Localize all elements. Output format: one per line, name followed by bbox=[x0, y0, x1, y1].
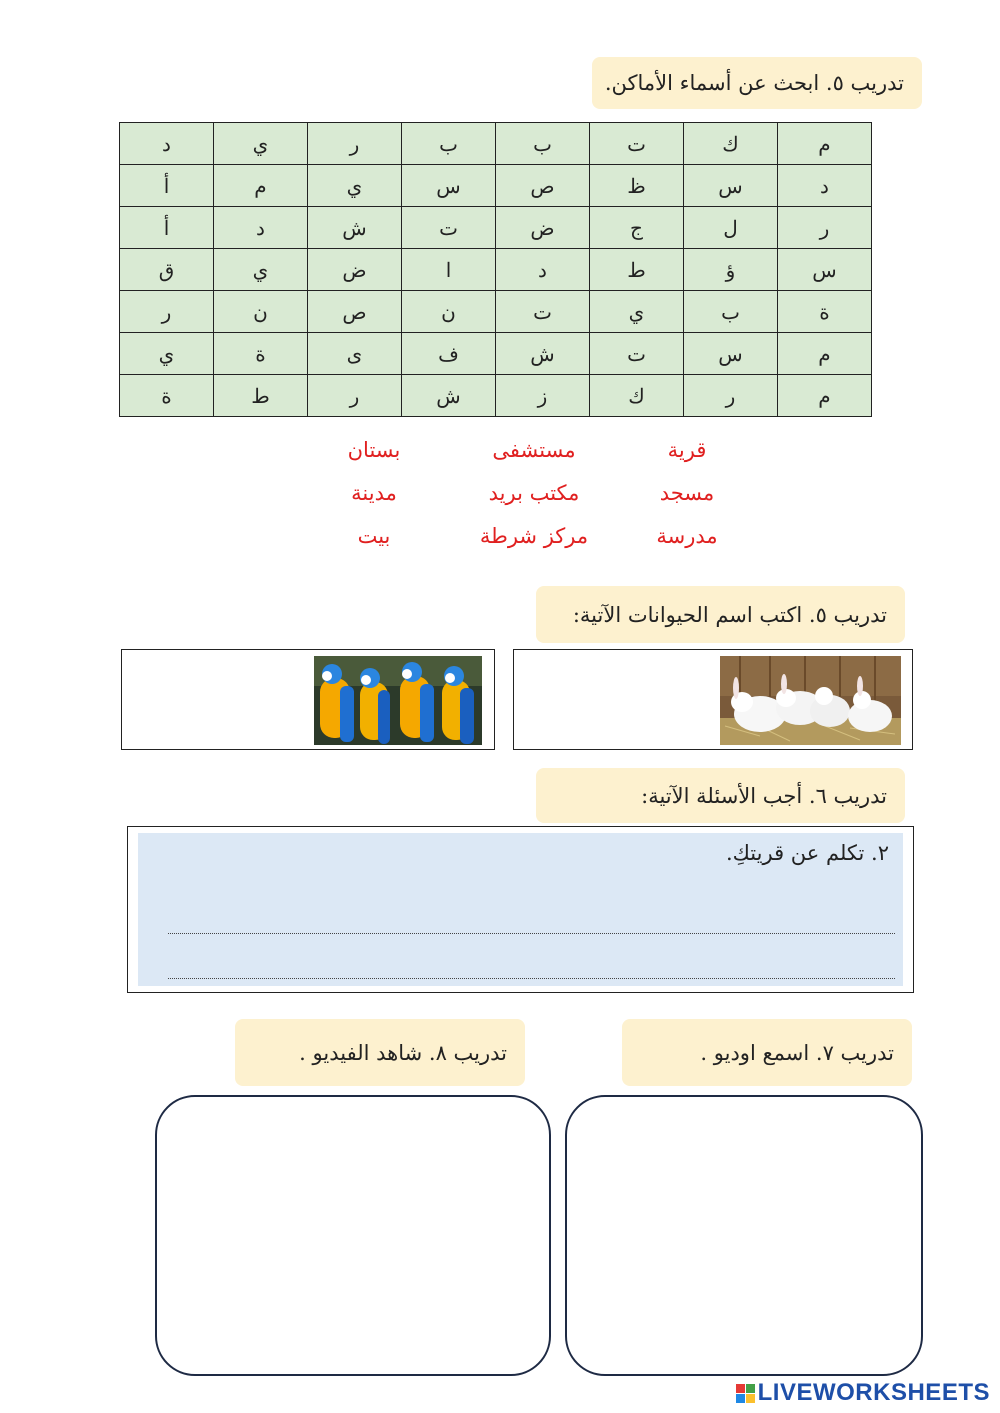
grid-cell[interactable]: ي bbox=[590, 291, 684, 333]
grid-cell[interactable]: ر bbox=[120, 291, 214, 333]
grid-cell[interactable]: د bbox=[496, 249, 590, 291]
grid-cell[interactable]: ض bbox=[308, 249, 402, 291]
grid-row bbox=[120, 165, 872, 207]
grid-cell[interactable]: ت bbox=[402, 207, 496, 249]
rabbits-image bbox=[720, 656, 901, 745]
grid-cell[interactable]: م bbox=[214, 165, 308, 207]
grid-cell[interactable]: ت bbox=[496, 291, 590, 333]
grid-cell[interactable]: ك bbox=[590, 375, 684, 417]
answer-line[interactable] bbox=[168, 978, 895, 979]
grid-row bbox=[120, 123, 872, 165]
grid-cell[interactable]: ش bbox=[496, 333, 590, 375]
answer-line[interactable] bbox=[168, 933, 895, 934]
word-item: مركز شرطة bbox=[479, 524, 589, 548]
grid-cell[interactable]: د bbox=[214, 207, 308, 249]
grid-cell[interactable]: ش bbox=[308, 207, 402, 249]
liveworksheets-icon bbox=[736, 1384, 755, 1403]
grid-cell[interactable]: أ bbox=[120, 207, 214, 249]
grid-cell[interactable]: م bbox=[778, 123, 872, 165]
word-search-grid bbox=[119, 122, 872, 417]
brand-name: LIVEWORKSHEETS bbox=[757, 1379, 990, 1406]
exercise-places-title: تدريب ٥. ابحث عن أسماء الأماكن. bbox=[604, 71, 904, 95]
exercise-animals-title-box bbox=[536, 586, 905, 643]
word-item: قرية bbox=[667, 438, 707, 462]
question-text: ٢. تكلم عن قريتكِ. bbox=[725, 841, 889, 865]
grid-cell[interactable]: ي bbox=[120, 333, 214, 375]
grid-cell[interactable]: ل bbox=[684, 207, 778, 249]
rabbit-answer-box[interactable] bbox=[513, 649, 913, 750]
answer-area[interactable] bbox=[138, 833, 903, 986]
grid-cell[interactable]: ت bbox=[590, 123, 684, 165]
grid-cell[interactable]: ر bbox=[778, 207, 872, 249]
grid-cell[interactable]: ن bbox=[402, 291, 496, 333]
exercise-places-title-box bbox=[592, 57, 922, 109]
grid-cell[interactable]: ر bbox=[684, 375, 778, 417]
grid-row bbox=[120, 249, 872, 291]
grid-cell[interactable]: ي bbox=[308, 165, 402, 207]
grid-row bbox=[120, 375, 872, 417]
grid-cell[interactable]: م bbox=[778, 333, 872, 375]
word-item: مسجد bbox=[659, 481, 715, 505]
grid-cell[interactable]: س bbox=[684, 165, 778, 207]
grid-cell[interactable]: ط bbox=[214, 375, 308, 417]
video-player-frame[interactable] bbox=[155, 1095, 551, 1376]
question-answer-box bbox=[127, 826, 914, 993]
grid-cell[interactable]: ص bbox=[496, 165, 590, 207]
exercise-questions-title-box bbox=[536, 768, 905, 823]
exercise-questions-title: تدريب ٦. أجب الأسئلة الآتية: bbox=[641, 783, 887, 808]
grid-cell[interactable]: ف bbox=[402, 333, 496, 375]
grid-cell[interactable]: ة bbox=[120, 375, 214, 417]
word-item: بيت bbox=[357, 524, 391, 548]
grid-cell[interactable]: س bbox=[778, 249, 872, 291]
grid-cell[interactable]: ة bbox=[214, 333, 308, 375]
grid-cell[interactable]: ك bbox=[684, 123, 778, 165]
grid-cell[interactable]: ي bbox=[214, 123, 308, 165]
grid-cell[interactable]: ة bbox=[778, 291, 872, 333]
grid-cell[interactable]: ق bbox=[120, 249, 214, 291]
grid-cell[interactable]: ي bbox=[214, 249, 308, 291]
grid-cell[interactable]: د bbox=[778, 165, 872, 207]
grid-row bbox=[120, 207, 872, 249]
grid-cell[interactable]: ب bbox=[496, 123, 590, 165]
grid-cell[interactable]: س bbox=[402, 165, 496, 207]
grid-row bbox=[120, 333, 872, 375]
grid-cell[interactable]: د bbox=[120, 123, 214, 165]
word-item: بستان bbox=[347, 438, 401, 462]
grid-cell[interactable]: ص bbox=[308, 291, 402, 333]
parrots-image bbox=[314, 656, 482, 745]
parrot-answer-box[interactable] bbox=[121, 649, 495, 750]
grid-cell[interactable]: ت bbox=[590, 333, 684, 375]
exercise-video-title: تدريب ٨. شاهد الفيديو . bbox=[299, 1040, 507, 1065]
grid-row bbox=[120, 291, 872, 333]
grid-cell[interactable]: ب bbox=[402, 123, 496, 165]
grid-cell[interactable]: ظ bbox=[590, 165, 684, 207]
grid-cell[interactable]: ؤ bbox=[684, 249, 778, 291]
grid-cell[interactable]: س bbox=[684, 333, 778, 375]
word-item: مستشفى bbox=[492, 438, 576, 462]
exercise-animals-title: تدريب ٥. اكتب اسم الحيوانات الآتية: bbox=[572, 602, 887, 627]
grid-cell[interactable]: ب bbox=[684, 291, 778, 333]
liveworksheets-logo bbox=[736, 1379, 990, 1407]
grid-cell[interactable]: ا bbox=[402, 249, 496, 291]
exercise-audio-title: تدريب ٧. اسمع اوديو . bbox=[700, 1040, 894, 1065]
grid-cell[interactable]: ط bbox=[590, 249, 684, 291]
word-item: مدينة bbox=[351, 481, 397, 505]
grid-cell[interactable]: ن bbox=[214, 291, 308, 333]
grid-cell[interactable]: م bbox=[778, 375, 872, 417]
grid-cell[interactable]: ج bbox=[590, 207, 684, 249]
word-item: مكتب بريد bbox=[488, 481, 580, 505]
exercise-audio-title-box bbox=[622, 1019, 912, 1086]
word-item: مدرسة bbox=[656, 524, 718, 548]
grid-cell[interactable]: ش bbox=[402, 375, 496, 417]
exercise-video-title-box bbox=[235, 1019, 525, 1086]
grid-cell[interactable]: ز bbox=[496, 375, 590, 417]
grid-cell[interactable]: ر bbox=[308, 375, 402, 417]
grid-cell[interactable]: أ bbox=[120, 165, 214, 207]
grid-cell[interactable]: ى bbox=[308, 333, 402, 375]
grid-cell[interactable]: ض bbox=[496, 207, 590, 249]
grid-cell[interactable]: ر bbox=[308, 123, 402, 165]
audio-player-frame[interactable] bbox=[565, 1095, 923, 1376]
